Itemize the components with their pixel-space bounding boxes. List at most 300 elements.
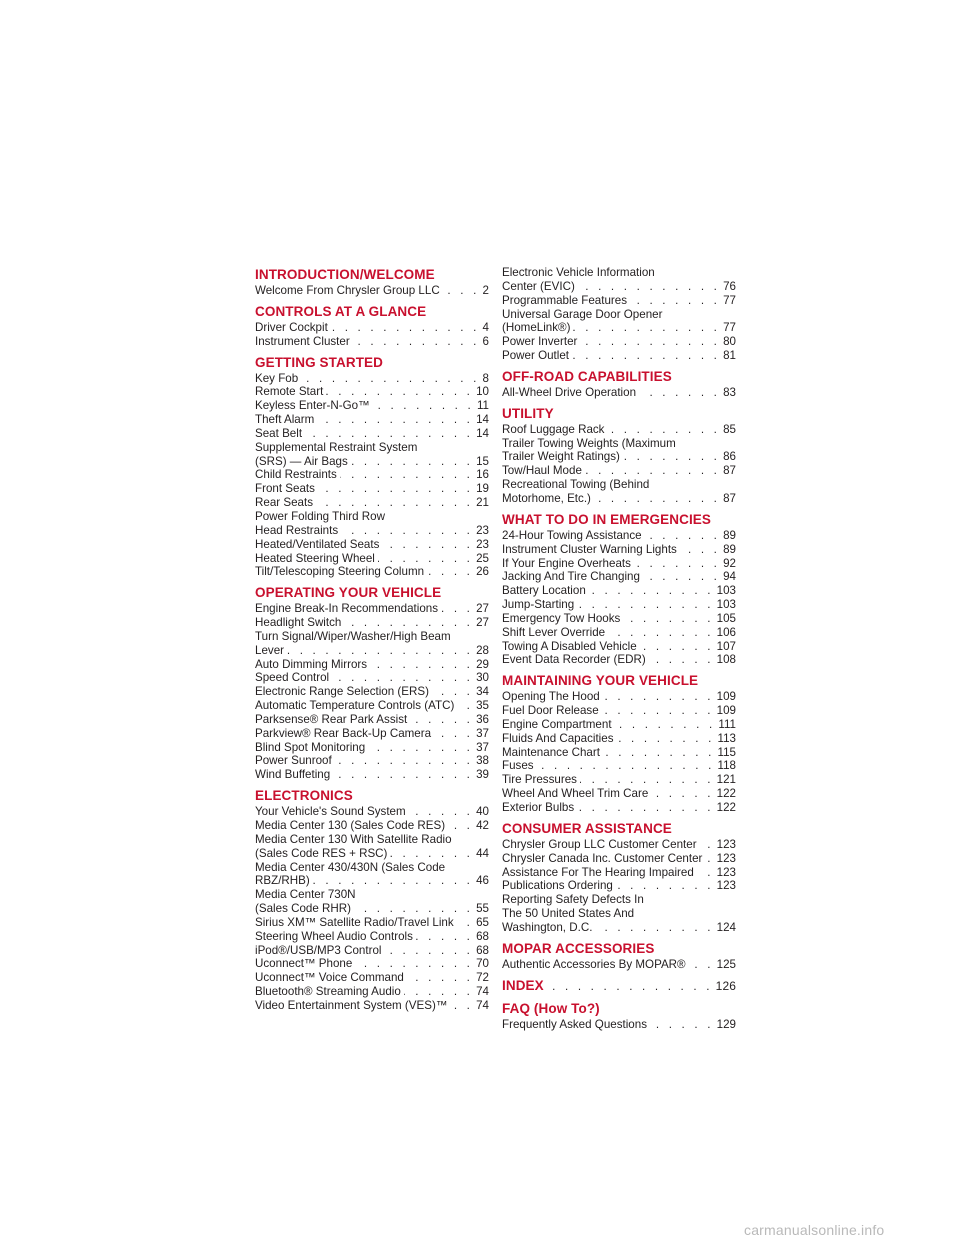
toc-entry[interactable]: [255, 468, 489, 482]
entry-row: [502, 294, 736, 308]
entry-row: [502, 1018, 736, 1032]
dot-leader: [585, 464, 720, 478]
page-number: 123: [716, 879, 736, 893]
page-number: 23: [476, 523, 489, 537]
toc-entry[interactable]: [255, 957, 489, 971]
toc-entry[interactable]: [502, 543, 736, 557]
toc-entry[interactable]: [502, 732, 736, 746]
toc-entry[interactable]: [502, 759, 736, 773]
entry-row: [255, 413, 489, 427]
toc-section-mopar-accessories: [502, 940, 736, 972]
dot-leader: [634, 557, 720, 571]
entry-title: Instrument Cluster: [255, 334, 350, 348]
dot-leader: [335, 754, 473, 768]
dot-leader: [689, 958, 714, 972]
toc-entry[interactable]: [255, 335, 489, 349]
section-heading-maintaining-your-vehicle[interactable]: MAINTAINING YOUR VEHICLE: [502, 673, 699, 689]
dot-leader: [457, 699, 473, 713]
entry-title: Assistance For The Hearing Impaired: [502, 865, 694, 879]
dot-leader: [649, 653, 714, 667]
toc-entry[interactable]: [255, 630, 489, 658]
section-heading-index[interactable]: [502, 977, 736, 995]
entry-row: [255, 602, 489, 616]
dot-leader: [602, 704, 714, 718]
entry-row: [502, 653, 736, 667]
section-heading-getting-started[interactable]: GETTING STARTED: [255, 354, 383, 370]
toc-entry[interactable]: [502, 704, 736, 718]
toc-entry[interactable]: [255, 552, 489, 566]
page-number: 55: [476, 902, 489, 916]
page-number: 16: [476, 468, 489, 482]
entry-title: Lever: [255, 643, 285, 657]
entry-title: Uconnect™ Voice Command: [255, 971, 404, 985]
toc-entry[interactable]: [255, 496, 489, 510]
toc-entry[interactable]: [255, 741, 489, 755]
entry-row: [255, 847, 489, 861]
section-heading-label: INDEX: [502, 977, 544, 993]
dot-leader: [572, 349, 720, 363]
toc-left-column: [255, 266, 489, 1013]
entry-row: [255, 658, 489, 672]
page-number: 86: [723, 450, 736, 464]
dot-leader: [427, 565, 473, 579]
toc-entry[interactable]: [502, 653, 736, 667]
entry-title: Shift Lever Override: [502, 625, 606, 639]
page-number: 74: [476, 985, 489, 999]
entry-title: Battery Location: [502, 584, 586, 598]
page-number: 27: [476, 602, 489, 616]
toc-entry[interactable]: [255, 616, 489, 630]
dot-leader: [410, 713, 473, 727]
section-heading-operating-your-vehicle[interactable]: OPERATING YOUR VEHICLE: [255, 585, 442, 601]
dot-leader: [373, 399, 474, 413]
toc-entry[interactable]: [502, 349, 736, 363]
entry-title: Steering Wheel Audio Controls: [255, 929, 413, 943]
entry-title: Instrument Cluster Warning Lights: [502, 542, 677, 556]
page-number: 123: [716, 865, 736, 879]
entry-title: Engine Compartment: [502, 717, 612, 731]
entry-title-line: Electronic Vehicle Information: [502, 266, 655, 279]
entry-row: [255, 874, 489, 888]
entry-row: [502, 529, 736, 543]
toc-entry[interactable]: [255, 321, 489, 335]
dot-leader: [630, 294, 720, 308]
page-number: 121: [716, 773, 736, 787]
entry-title: Opening The Hood: [502, 690, 600, 704]
entry-title: Emergency Tow Hooks: [502, 611, 621, 625]
entry-row: [502, 335, 736, 349]
dot-leader: [340, 468, 473, 482]
dot-leader: [390, 847, 473, 861]
dot-leader: [450, 999, 473, 1013]
toc-entry[interactable]: [255, 372, 489, 386]
toc-section-utility: [502, 405, 736, 506]
entry-row: [502, 543, 736, 557]
toc-entry[interactable]: [502, 773, 736, 787]
dot-leader: [705, 852, 713, 866]
entry-row: [502, 280, 736, 294]
page-number: 77: [723, 321, 736, 335]
toc-entry[interactable]: [502, 386, 736, 400]
dot-leader: [643, 570, 720, 584]
entry-title: Electronic Range Selection (ERS): [255, 685, 429, 699]
entry-title-line: Reporting Safety Defects In: [502, 893, 644, 907]
entry-row: [255, 971, 489, 985]
toc-entry[interactable]: [502, 335, 736, 349]
dot-leader: [382, 538, 473, 552]
page-number: 46: [476, 874, 489, 888]
page-number: 30: [476, 671, 489, 685]
dot-leader: [332, 671, 473, 685]
toc-section-continued: [502, 266, 736, 363]
page-number: 129: [716, 1017, 736, 1031]
page-number: 87: [723, 491, 736, 505]
page-number: 124: [716, 920, 736, 934]
toc-entry[interactable]: [255, 385, 489, 399]
section-heading-utility[interactable]: UTILITY: [502, 405, 554, 421]
entry-title-line: Turn Signal/Wiper/Washer/High Beam: [255, 629, 451, 643]
toc-entry[interactable]: [502, 746, 736, 760]
dot-leader: [354, 902, 473, 916]
entry-title: Heated Steering Wheel: [255, 551, 375, 565]
entry-title: (Sales Code RHR): [255, 902, 351, 916]
entry-title-line: Media Center 730N: [255, 888, 356, 902]
toc-entry[interactable]: [255, 971, 489, 985]
entry-row: [502, 921, 736, 935]
page-number: 76: [723, 279, 736, 293]
entry-row: [502, 801, 736, 815]
page-number: 105: [716, 611, 736, 625]
entry-title: Parkview® Rear Back-Up Camera: [255, 726, 432, 740]
page-number: 68: [476, 943, 489, 957]
toc-section-maintaining-your-vehicle: [502, 672, 736, 815]
toc-section-faq-how-to: [502, 1000, 736, 1032]
entry-row: [255, 455, 489, 469]
toc-entry[interactable]: [255, 565, 489, 579]
page-number: 40: [476, 805, 489, 819]
toc-entry[interactable]: [502, 598, 736, 612]
dot-leader: [640, 640, 714, 654]
toc-entry[interactable]: [502, 1018, 736, 1032]
toc-entry[interactable]: [255, 768, 489, 782]
entry-row: [255, 565, 489, 579]
entry-title: Tow/Haul Mode: [502, 464, 582, 478]
toc-entry[interactable]: [255, 284, 489, 298]
page-number: 36: [476, 712, 489, 726]
entry-row: [255, 768, 489, 782]
toc-entry[interactable]: [502, 423, 736, 437]
toc-entry[interactable]: [502, 866, 736, 880]
toc-entry[interactable]: [255, 713, 489, 727]
entry-title: Event Data Recorder (EDR): [502, 653, 646, 667]
toc-entry[interactable]: [255, 888, 489, 916]
page-number: 118: [717, 759, 736, 773]
entry-title: Wind Buffeting: [255, 768, 331, 782]
toc-section-operating-your-vehicle: [255, 584, 489, 782]
toc-entry[interactable]: [255, 833, 489, 861]
toc-entry[interactable]: [502, 612, 736, 626]
toc-entry[interactable]: [502, 690, 736, 704]
entry-title: (SRS) — Air Bags: [255, 454, 348, 468]
dot-leader: [623, 450, 720, 464]
entry-row: [255, 284, 489, 298]
toc-entry[interactable]: [255, 805, 489, 819]
page-number: 28: [476, 643, 489, 657]
entry-title-line: Media Center 430/430N (Sales Code: [255, 860, 446, 874]
page-number: 107: [716, 639, 736, 653]
dot-leader: [650, 1018, 714, 1032]
toc-entry[interactable]: [502, 437, 736, 465]
entry-row: [502, 704, 736, 718]
page-number: 115: [717, 745, 736, 759]
entry-row: [255, 616, 489, 630]
dot-leader: [351, 455, 473, 469]
entry-row: [255, 482, 489, 496]
toc-entry[interactable]: [502, 266, 736, 294]
dot-leader: [407, 971, 473, 985]
entry-row: [502, 852, 736, 866]
entry-row: [255, 944, 489, 958]
section-heading-mopar-accessories[interactable]: MOPAR ACCESSORIES: [502, 940, 655, 956]
page-number: 92: [723, 556, 736, 570]
toc-entry[interactable]: [502, 801, 736, 815]
entry-title: Parksense® Rear Park Assist: [255, 712, 408, 726]
toc-entry[interactable]: [502, 557, 736, 571]
toc-entry[interactable]: [255, 944, 489, 958]
toc-entry[interactable]: [502, 584, 736, 598]
toc-entry[interactable]: [255, 413, 489, 427]
page-number: 38: [476, 754, 489, 768]
entry-row: [502, 759, 736, 773]
dot-leader: [595, 921, 713, 935]
toc-entry[interactable]: [255, 685, 489, 699]
page-number: 122: [716, 801, 736, 814]
toc-entry[interactable]: [502, 879, 736, 893]
dot-leader: [333, 768, 473, 782]
page-number: 77: [723, 293, 736, 307]
dot-leader: [416, 930, 473, 944]
page-number: 109: [716, 704, 736, 718]
dot-leader: [577, 801, 713, 815]
toc-entry[interactable]: [255, 727, 489, 741]
entry-title: Maintenance Chart: [502, 745, 600, 759]
entry-row: [255, 727, 489, 741]
page-number: 123: [716, 851, 736, 865]
page-number: 44: [476, 846, 489, 860]
toc-entry[interactable]: [255, 819, 489, 833]
entry-title: Power Outlet: [502, 349, 570, 363]
toc-entry[interactable]: [502, 626, 736, 640]
toc-section-what-to-do-in-emergencies: [502, 511, 736, 667]
toc-entry[interactable]: [255, 602, 489, 616]
toc-entry[interactable]: [255, 699, 489, 713]
toc-entry[interactable]: [255, 441, 489, 469]
dot-leader: [313, 874, 473, 888]
entry-title: Exterior Bulbs: [502, 801, 575, 814]
toc-entry[interactable]: [502, 308, 736, 336]
section-heading-off-road-capabilities[interactable]: OFF-ROAD CAPABILITIES: [502, 368, 672, 384]
section-heading-what-to-do-in-emergencies[interactable]: WHAT TO DO IN EMERGENCIES: [502, 511, 712, 527]
dot-leader: [370, 658, 473, 672]
dot-leader: [353, 335, 480, 349]
toc-entry[interactable]: [502, 838, 736, 852]
entry-title: Jump-Starting: [502, 598, 575, 612]
page-number: 125: [716, 957, 736, 971]
entry-title: Automatic Temperature Controls (ATC): [255, 699, 455, 713]
entry-title: Trailer Weight Ratings): [502, 450, 620, 464]
toc-entry[interactable]: [502, 893, 736, 935]
entry-title: Fuel Door Release: [502, 704, 599, 718]
entry-row: [502, 386, 736, 400]
toc-entry[interactable]: [502, 570, 736, 584]
entry-row: [255, 754, 489, 768]
toc-entry[interactable]: [502, 718, 736, 732]
toc-entry[interactable]: [255, 999, 489, 1013]
entry-row: [502, 690, 736, 704]
toc-entry[interactable]: [255, 985, 489, 999]
page-number: 87: [723, 464, 736, 478]
dot-leader: [589, 584, 714, 598]
dot-leader: [305, 427, 473, 441]
toc-entry[interactable]: [255, 482, 489, 496]
toc-entry[interactable]: [255, 427, 489, 441]
entry-row: [255, 819, 489, 833]
entry-title: Your Vehicle's Sound System: [255, 805, 406, 819]
entry-row: [502, 450, 736, 464]
toc-entry[interactable]: [502, 294, 736, 308]
page-number: 27: [476, 616, 489, 630]
entry-row: [255, 930, 489, 944]
entry-row: [255, 741, 489, 755]
dot-leader: [573, 321, 720, 335]
section-heading-controls-at-a-glance[interactable]: CONTROLS AT A GLANCE: [255, 303, 427, 319]
entry-title: Sirius XM™ Satellite Radio/Travel Link: [255, 915, 454, 929]
toc-entry[interactable]: [502, 958, 736, 972]
dot-leader: [432, 685, 473, 699]
dot-leader: [448, 819, 473, 833]
page-number: 103: [716, 584, 736, 598]
page-number: 4: [482, 320, 489, 334]
dot-leader: [547, 978, 713, 995]
toc-entry[interactable]: [255, 658, 489, 672]
entry-title: Rear Seats: [255, 496, 313, 510]
entry-title: Chrysler Canada Inc. Customer Center: [502, 851, 703, 865]
dot-leader: [607, 423, 720, 437]
dot-leader: [700, 838, 714, 852]
page-number: 25: [476, 551, 489, 565]
page-number: 89: [723, 542, 736, 556]
toc-entry[interactable]: [502, 529, 736, 543]
entry-row: [502, 584, 736, 598]
entry-title: Power Inverter: [502, 335, 578, 349]
entry-row: [502, 732, 736, 746]
entry-title: Fluids And Capacities: [502, 731, 614, 745]
page-number: 19: [476, 482, 489, 496]
entry-title: Headlight Switch: [255, 616, 342, 630]
entry-title: Speed Control: [255, 671, 330, 685]
dot-leader: [316, 496, 473, 510]
entry-title: Motorhome, Etc.): [502, 491, 591, 505]
toc-entry[interactable]: [502, 787, 736, 801]
entry-row: [255, 985, 489, 999]
toc-entry[interactable]: [255, 538, 489, 552]
page-number: 68: [476, 929, 489, 943]
page-number: 42: [476, 819, 489, 832]
entry-title: Center (EVIC): [502, 279, 575, 293]
entry-row: [502, 492, 736, 506]
toc-entry[interactable]: [502, 640, 736, 654]
entry-row: [255, 805, 489, 819]
entry-title: Tire Pressures: [502, 773, 577, 787]
dot-leader: [443, 284, 480, 298]
page-number: 26: [476, 565, 489, 579]
entry-title: (Sales Code RES + RSC): [255, 846, 388, 860]
toc-entry[interactable]: [255, 399, 489, 413]
dot-leader: [645, 529, 720, 543]
entry-title-line: Supplemental Restraint System: [255, 440, 418, 454]
toc-entry[interactable]: [502, 852, 736, 866]
dot-leader: [580, 335, 720, 349]
page-number: 34: [476, 685, 489, 699]
page-number: 2: [482, 284, 489, 297]
entry-row: [255, 699, 489, 713]
entry-title: Frequently Asked Questions: [502, 1017, 648, 1031]
dot-leader: [441, 602, 473, 616]
page-number: 70: [476, 957, 489, 971]
section-heading-introduction-welcome[interactable]: INTRODUCTION/WELCOME: [255, 267, 435, 282]
dot-leader: [603, 690, 714, 704]
toc-entry[interactable]: [502, 478, 736, 506]
toc-entry[interactable]: [255, 916, 489, 930]
dot-leader: [434, 727, 473, 741]
entry-title: Programmable Features: [502, 293, 628, 307]
entry-title: Welcome From Chrysler Group LLC: [255, 284, 440, 297]
toc-entry[interactable]: [255, 671, 489, 685]
page-number: 14: [476, 413, 489, 427]
entry-row: [255, 372, 489, 386]
toc-section-off-road-capabilities: [502, 368, 736, 400]
entry-row: [255, 538, 489, 552]
entry-title: Uconnect™ Phone: [255, 957, 353, 971]
dot-leader: [639, 386, 720, 400]
page-number: 65: [476, 915, 489, 929]
page-number: 10: [476, 385, 489, 399]
page-number: 35: [476, 699, 489, 713]
entry-title-line: Trailer Towing Weights (Maximum: [502, 436, 676, 450]
toc-entry[interactable]: [255, 861, 489, 889]
page-number: 14: [476, 426, 489, 440]
toc-entry[interactable]: [255, 930, 489, 944]
section-heading-consumer-assistance[interactable]: CONSUMER ASSISTANCE: [502, 820, 672, 836]
entry-row: [255, 321, 489, 335]
entry-row: [502, 838, 736, 852]
entry-title: Fuses: [502, 759, 534, 773]
page-number: 23: [476, 537, 489, 551]
toc-entry[interactable]: [255, 510, 489, 538]
toc-entry[interactable]: [502, 464, 736, 478]
dot-leader: [680, 543, 720, 557]
dot-leader: [404, 985, 473, 999]
page-number: 15: [476, 454, 489, 468]
page-number: 126: [715, 978, 736, 993]
entry-row: [502, 879, 736, 893]
section-heading-electronics[interactable]: ELECTRONICS: [255, 788, 353, 804]
entry-row: [502, 612, 736, 626]
toc-entry[interactable]: [255, 754, 489, 768]
section-heading-faq-how-to[interactable]: FAQ (How To?): [502, 1000, 600, 1016]
entry-title: Head Restraints: [255, 523, 339, 537]
entry-row: [502, 773, 736, 787]
